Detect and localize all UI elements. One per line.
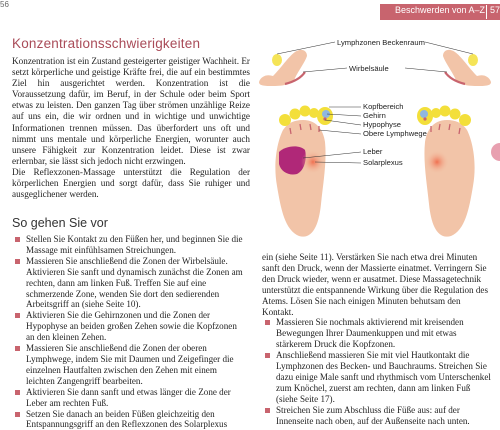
toe-right-3: [440, 106, 451, 117]
toe-right-4: [431, 108, 441, 118]
intro-paragraph: Die Reflexzonen-Massage unterstützt die Regulation der körperlichen Energien und sorgt dafür, dass Sie ruhiger und ausgeglichener werden.: [12, 167, 250, 200]
intro-paragraph: Konzentration ist ein Zustand gesteigerter geistiger Wachheit. Er setzt körperliche und geistige Kräfte frei, die auf ein bestimmtes Ziel hin ausgerichtet werden. Konzentration ist die Voraussetzung dafür, im Beruf, in der Schule oder beim Sport etwas zu leisten. Den ganzen Tag über strömen unzählige Reize auf uns ein, die wir ordnen und in wichtige und unwichtige Informationen trennen müssen. Das überfordert uns oft und nimmt uns mentale und körperliche Energien, worunter auch unsere Fähigkeit zur Konzentration leidet. Diese ist zwar erlernbar, sie lässt sich jedoch nicht erzwingen.: [12, 56, 250, 167]
lymph-zone-marker-left: [272, 54, 282, 66]
bullet-icon: [15, 346, 20, 351]
list-item: Anschließend massieren Sie mit viel Hautkontakt die Lymphzonen des Becken- und Bauchraums. Streichen Sie dazu einige Male sanft und rhythmisch vom Unterschenkel zum Knöchel, zuerst am rechten, dann am linken Fuß (siehe Seite 17).: [262, 350, 494, 405]
procedure-heading: So gehen Sie vor: [12, 216, 108, 230]
article-title: Konzentrationsschwierigkeiten: [12, 36, 200, 51]
left-foot-top-view: [259, 50, 307, 86]
list-item: Streichen Sie zum Abschluss die Füße aus: auf der Innenseite nach oben, auf der Außenseite nach unten.: [262, 405, 494, 427]
list-item: Massieren Sie anschließend die Zonen der oberen Lymphwege, indem Sie mit Daumen und Zeigefinger die einzelnen Hautfalten zwischen den Zehen mit einem leichten Zangengriff bearbeiten.: [12, 343, 244, 387]
right-foot-top-view: [443, 50, 491, 86]
list-item: Aktivieren Sie dann sanft und etwas länger die Zone der Leber am rechten Fuß.: [12, 387, 244, 409]
bullet-icon: [15, 412, 20, 417]
continuation-text: ein (siehe Seite 11). Verstärken Sie nach etwa drei Minuten sanft den Druck, wenn der Massierte einatmet. Verringern Sie den Druck wieder, wenn er ausatmet. Diese Massagetechnik unterstützt die entspannende Wirkung über die Regulation des Atems. Lösen Sie nach einigen Minuten behutsam den Kontakt.: [262, 252, 494, 317]
label-head: Kopfbereich: [363, 102, 404, 111]
intro-text: [12, 56, 250, 200]
label-solar-plexus: Solarplexus: [363, 158, 403, 167]
bullet-icon: [15, 390, 20, 395]
lymph-zone-marker-right: [468, 54, 478, 66]
bullet-icon: [265, 353, 270, 358]
pituitary-zone-right: [423, 117, 426, 120]
list-item: Stellen Sie Kontakt zu den Füßen her, und beginnen Sie die Massage mit einfühlsamen Streichungen.: [12, 234, 244, 256]
list-item: Massieren Sie nochmals aktivierend mit kreisenden Bewegungen Ihrer Daumenkuppen und mit etwas stärkerem Druck die Kopfzonen.: [262, 317, 494, 350]
label-spine: Wirbelsäule: [349, 64, 389, 73]
brain-zone-right: [420, 110, 428, 118]
bullet-icon: [15, 237, 20, 242]
toe-left-3: [300, 106, 311, 117]
bullet-icon: [15, 313, 20, 318]
right-sole: [424, 120, 474, 237]
bullet-icon: [265, 408, 270, 413]
page-number-right: 57: [490, 5, 500, 15]
header-divider: [486, 5, 487, 19]
procedure-steps-right: [262, 317, 494, 426]
section-header-label: Beschwerden von A–Z: [395, 5, 485, 15]
procedure-steps-left: [12, 234, 244, 430]
toe-left-1: [279, 114, 291, 126]
label-lymph-pelvis: Lymphzonen Beckenraum: [337, 38, 425, 47]
bullet-icon: [15, 259, 20, 264]
toe-left-2: [290, 109, 301, 120]
label-liver: Leber: [363, 147, 383, 156]
solar-plexus-zone-right: [425, 150, 449, 174]
foot-reflex-zones-illustration: [255, 24, 495, 246]
toe-right-2: [450, 109, 461, 120]
list-item: Aktivieren Sie die Gehirnzonen und die Zonen der Hypophyse an beiden großen Zehen sowie die Kopfzonen an den kleinen Zehen.: [12, 310, 244, 343]
procedure-continued: [262, 252, 494, 427]
page-number-left: 56: [0, 0, 9, 9]
list-item: Massieren Sie anschließend die Zonen der Wirbelsäule. Aktivieren Sie sanft und dynamisch zunächst die Zonen am rechten, dann am linken Fuß. Treffen Sie auf eine schmerzende Zone, wenden Sie dort den sedierenden Arbeitsgriff an (siehe Seite 10).: [12, 256, 244, 311]
bullet-icon: [265, 320, 270, 325]
label-upper-lymph: Obere Lymphwege: [363, 129, 427, 138]
list-item: Setzen Sie danach an beiden Füßen gleichzeitig den Entspannungsgriff an den Reflexzonen des Solarplexus: [12, 409, 244, 430]
toe-right-1: [459, 114, 471, 126]
left-sole: [275, 120, 325, 237]
label-brain: Gehirn: [363, 111, 386, 120]
label-pituitary: Hypophyse: [363, 120, 401, 129]
